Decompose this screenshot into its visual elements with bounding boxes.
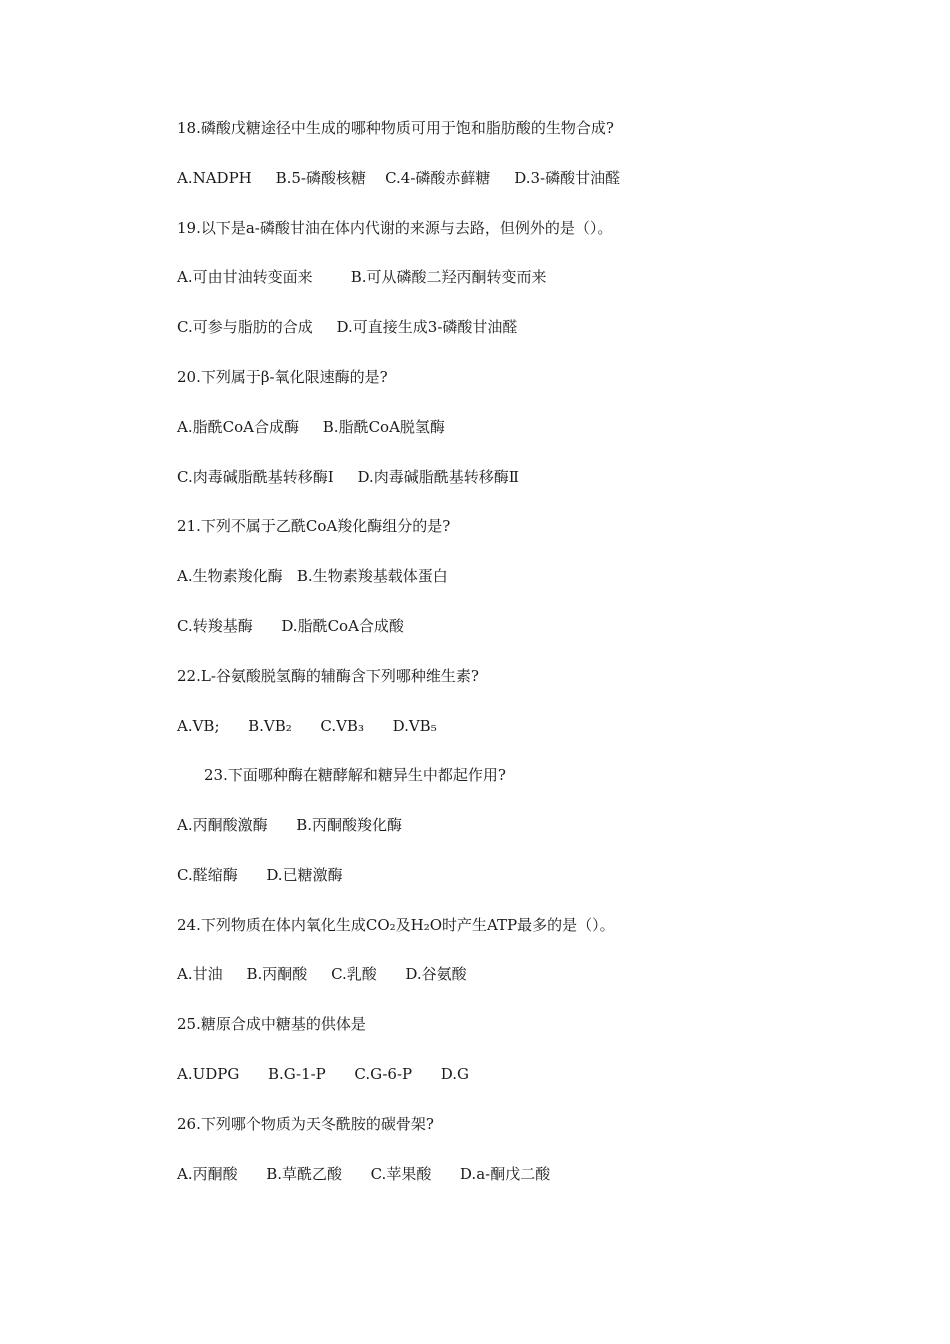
question-24-stem: 24.下列物质在体内氧化生成CO₂及H₂O时产生ATP最多的是（）。 [177, 916, 615, 934]
question-22-options: A.VB; B.VB₂ C.VB₃ D.VB₅ [177, 717, 437, 735]
question-25-stem: 25.糖原合成中糖基的供体是 [177, 1015, 366, 1033]
question-18-stem: 18.磷酸戊糖途径中生成的哪种物质可用于饱和脂肪酸的生物合成? [177, 119, 614, 137]
question-21-stem: 21.下列不属于乙酰CoA羧化酶组分的是? [177, 517, 451, 535]
question-19-stem: 19.以下是a-磷酸甘油在体内代谢的来源与去路，但例外的是（）。 [177, 219, 613, 237]
question-19-options-1: A.可由甘油转变面来 B.可从磷酸二羟丙酮转变而来 [177, 268, 547, 286]
question-20-options-2: C.肉毒碱脂酰基转移酶I D.肉毒碱脂酰基转移酶Ⅱ [177, 468, 519, 486]
question-20-stem: 20.下列属于β-氧化限速酶的是? [177, 368, 388, 386]
question-21-options-1: A.生物素羧化酶 B.生物素羧基载体蛋白 [177, 567, 448, 585]
question-18-options: A.NADPH B.5-磷酸核糖 C.4-磷酸赤藓糖 D.3-磷酸甘油醛 [177, 169, 621, 187]
question-19-options-2: C.可参与脂肪的合成 D.可直接生成3-磷酸甘油醛 [177, 318, 518, 336]
question-23-stem: 23.下面哪种酶在糖酵解和糖异生中都起作用? [204, 766, 506, 784]
question-25-options: A.UDPG B.G-1-P C.G-6-P D.G [177, 1065, 469, 1083]
question-26-options: A.丙酮酸 B.草酰乙酸 C.苹果酸 D.a-酮戊二酸 [177, 1165, 551, 1183]
question-21-options-2: C.转羧基酶 D.脂酰CoA合成酸 [177, 617, 404, 635]
question-26-stem: 26.下列哪个物质为天冬酰胺的碳骨架? [177, 1115, 434, 1133]
question-23-options-1: A.丙酮酸激酶 B.丙酮酸羧化酶 [177, 816, 403, 834]
question-23-options-2: C.醛缩酶 D.已糖激酶 [177, 866, 343, 884]
question-24-options: A.甘油 B.丙酮酸 C.乳酸 D.谷氨酸 [177, 965, 467, 983]
question-20-options-1: A.脂酰CoA合成酶 B.脂酰CoA脱氢酶 [177, 418, 445, 436]
question-22-stem: 22.L-谷氨酸脱氢酶的辅酶含下列哪种维生素? [177, 667, 479, 685]
